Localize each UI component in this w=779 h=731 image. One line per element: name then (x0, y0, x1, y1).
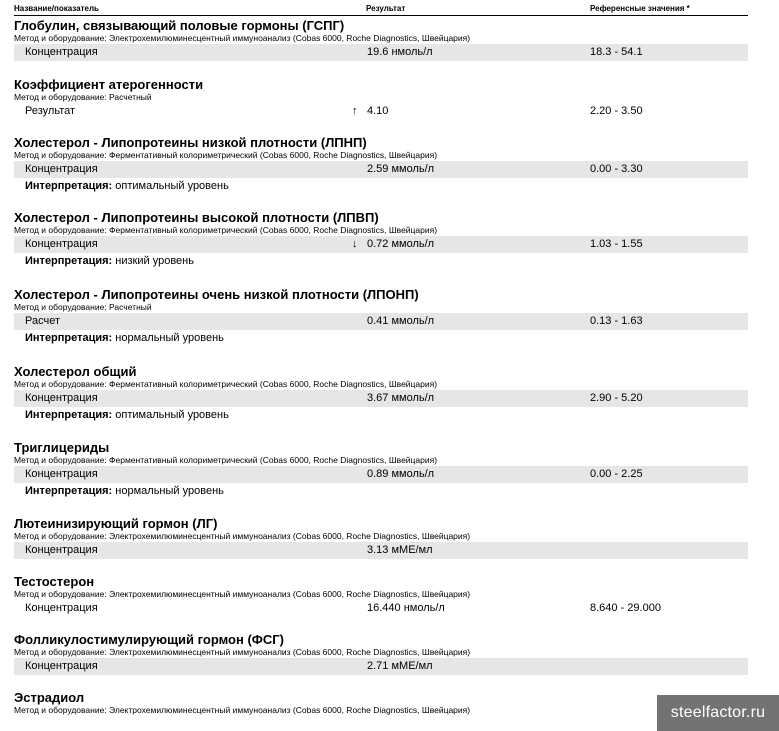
result-row (14, 236, 748, 253)
result-value: 19.6 нмоль/л (367, 46, 433, 58)
test-title: Холестерол - Липопротеины высокой плотности (ЛПВП) (14, 210, 379, 225)
result-value: 4.10 (367, 105, 389, 117)
watermark: steelfactor.ru (657, 695, 779, 731)
method-line: Метод и оборудование: Ферментативный колориметрический (Cobas 6000, Roche Diagnostics, Швейцария) (14, 379, 438, 389)
test-section (14, 18, 748, 61)
test-section (14, 632, 748, 675)
test-title: Коэффициент атерогенности (14, 77, 204, 92)
reference-range: 18.3 - 54.1 (590, 46, 643, 58)
column-header-result: Результат (366, 4, 406, 13)
interpretation-value: нормальный уровень (115, 485, 224, 497)
result-label: Концентрация (25, 544, 98, 556)
header-divider (14, 15, 748, 16)
result-value: 2.71 мМЕ/мл (367, 660, 433, 672)
interpretation-value: оптимальный уровень (115, 409, 229, 421)
test-title: Фолликулостимулирующий гормон (ФСГ) (14, 632, 284, 647)
interpretation-value: низкий уровень (115, 255, 194, 267)
interpretation-label: Интерпретация: (25, 332, 113, 344)
interpretation (14, 253, 748, 269)
test-section (14, 440, 748, 499)
test-title: Холестерол - Липопротеины очень низкой плотности (ЛПОНП) (14, 287, 419, 302)
result-row (14, 313, 748, 330)
interpretation-label: Интерпретация: (25, 255, 113, 267)
method-line: Метод и оборудование: Электрохемилюминесцентный иммуноанализ (Cobas 6000, Roche Diagnostics, Швейцария) (14, 705, 471, 715)
result-value: 3.67 ммоль/л (367, 392, 435, 404)
method-line: Метод и оборудование: Ферментативный колориметрический (Cobas 6000, Roche Diagnostics, Швейцария) (14, 150, 438, 160)
result-row (14, 390, 748, 407)
test-title: Глобулин, связывающий половые гормоны (ГСПГ) (14, 18, 345, 33)
method-line: Метод и оборудование: Расчетный (14, 302, 152, 312)
interpretation-label: Интерпретация: (25, 485, 113, 497)
interpretation-label: Интерпретация: (25, 409, 113, 421)
test-section (14, 135, 748, 194)
result-label: Расчет (25, 315, 60, 327)
result-label: Концентрация (25, 602, 98, 614)
interpretation-value: нормальный уровень (115, 332, 224, 344)
test-title: Холестерол - Липопротеины низкой плотности (ЛПНП) (14, 135, 367, 150)
reference-range: 2.90 - 5.20 (590, 392, 643, 404)
test-section (14, 77, 748, 120)
result-label: Концентрация (25, 46, 98, 58)
test-title: Триглицериды (14, 440, 110, 455)
column-header-name: Название/показатель (14, 4, 99, 13)
result-label: Концентрация (25, 163, 98, 175)
result-label: Результат (25, 105, 76, 117)
test-section (14, 516, 748, 559)
test-section (14, 574, 748, 617)
interpretation (14, 407, 748, 423)
result-row (14, 161, 748, 178)
arrow-up-icon: ↑ (352, 105, 358, 117)
result-value: 0.41 ммоль/л (367, 315, 435, 327)
test-section (14, 690, 748, 716)
test-title: Тестостерон (14, 574, 95, 589)
test-section (14, 210, 748, 269)
interpretation (14, 178, 748, 194)
method-line: Метод и оборудование: Расчетный (14, 92, 152, 102)
result-value: 3.13 мМЕ/мл (367, 544, 433, 556)
test-title: Лютеинизирующий гормон (ЛГ) (14, 516, 218, 531)
result-row (14, 103, 748, 120)
result-value: 16.440 нмоль/л (367, 602, 445, 614)
result-row (14, 658, 748, 675)
result-value: 0.89 ммоль/л (367, 468, 435, 480)
method-line: Метод и оборудование: Ферментативный колориметрический (Cobas 6000, Roche Diagnostics, Швейцария) (14, 225, 438, 235)
result-row (14, 466, 748, 483)
method-line: Метод и оборудование: Электрохемилюминесцентный иммуноанализ (Cobas 6000, Roche Diagnostics, Швейцария) (14, 33, 471, 43)
method-line: Метод и оборудование: Ферментативный колориметрический (Cobas 6000, Roche Diagnostics, Швейцария) (14, 455, 438, 465)
reference-range: 0.00 - 2.25 (590, 468, 643, 480)
interpretation (14, 330, 748, 346)
test-section (14, 364, 748, 423)
test-title: Холестерол общий (14, 364, 137, 379)
reference-range: 8.640 - 29.000 (590, 602, 661, 614)
arrow-down-icon: ↓ (352, 238, 358, 250)
interpretation-value: оптимальный уровень (115, 180, 229, 192)
test-title: Эстрадиол (14, 690, 85, 705)
result-row (14, 542, 748, 559)
result-label: Концентрация (25, 238, 98, 250)
method-line: Метод и оборудование: Электрохемилюминесцентный иммуноанализ (Cobas 6000, Roche Diagnostics, Швейцария) (14, 531, 471, 541)
column-header-reference: Референсные значения * (590, 4, 690, 13)
interpretation (14, 483, 748, 499)
reference-range: 0.00 - 3.30 (590, 163, 643, 175)
test-section (14, 287, 748, 346)
result-row (14, 44, 748, 61)
method-line: Метод и оборудование: Электрохемилюминесцентный иммуноанализ (Cobas 6000, Roche Diagnostics, Швейцария) (14, 589, 471, 599)
interpretation-label: Интерпретация: (25, 180, 113, 192)
result-value: 0.72 ммоль/л (367, 238, 435, 250)
reference-range: 1.03 - 1.55 (590, 238, 643, 250)
result-label: Концентрация (25, 660, 98, 672)
result-row (14, 600, 748, 617)
result-label: Концентрация (25, 392, 98, 404)
method-line: Метод и оборудование: Электрохемилюминесцентный иммуноанализ (Cobas 6000, Roche Diagnostics, Швейцария) (14, 647, 471, 657)
reference-range: 2.20 - 3.50 (590, 105, 643, 117)
reference-range: 0.13 - 1.63 (590, 315, 643, 327)
result-label: Концентрация (25, 468, 98, 480)
result-value: 2.59 ммоль/л (367, 163, 435, 175)
